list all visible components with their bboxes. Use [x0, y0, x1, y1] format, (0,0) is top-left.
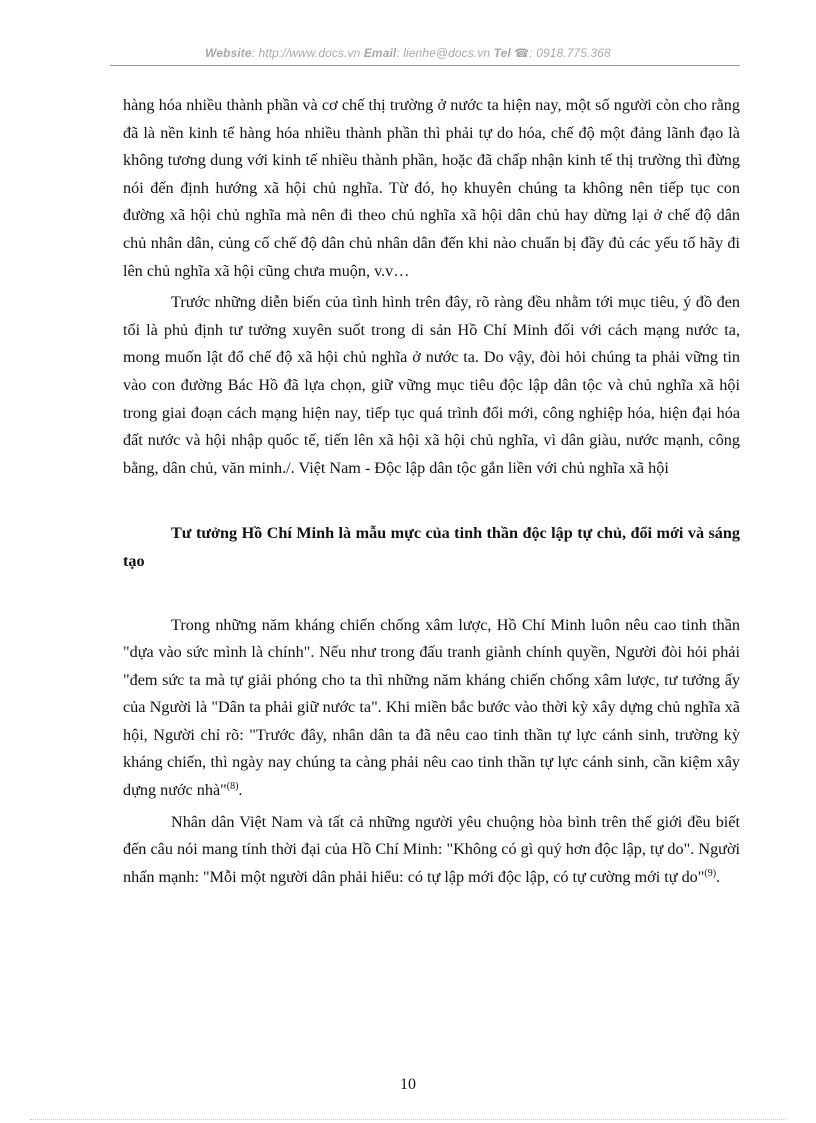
paragraph-4-end: .	[716, 867, 721, 886]
website-label: Website	[205, 46, 252, 60]
header-divider	[110, 65, 740, 66]
document-body	[123, 92, 740, 891]
page-header	[0, 46, 816, 60]
paragraph-3	[123, 612, 740, 805]
page-number: 10	[400, 1076, 416, 1093]
telephone-icon: ☎	[514, 46, 530, 60]
tel-label: Tel	[493, 46, 511, 60]
tel-value: : 0918.775.368	[529, 46, 611, 60]
paragraph-1: hàng hóa nhiều thành phần và cơ chế thị trường ở nước ta hiện nay, một số người còn cho rằng đã là nền kinh tế hàng hóa nhiều thành phần thì phải tự do hóa, chế độ một đảng lãnh đạo là không tương dung với kinh tế nhiều thành phần, hoặc đã chấp nhận kinh tế thị trường thì đừng nói đến định hướng xã hội chủ nghĩa. Từ đó, họ khuyên chúng ta không nên tiếp tục con đường xã hội chủ nghĩa mà nên đi theo chủ nghĩa xã hội dân chủ hay dừng lại ở chế độ dân chủ nhân dân, củng cố chế độ dân chủ nhân dân đến khi nào chuẩn bị đầy đủ các yếu tố hãy đi lên chủ nghĩa xã hội cũng chưa muộn, v.v…	[123, 96, 740, 280]
footnote-ref-8: (8)	[226, 781, 239, 793]
paragraph-2: Trước những diễn biến của tình hình trên đây, rõ ràng đều nhằm tới mục tiêu, ý đồ đen tối là phủ định tư tưởng xuyên suốt trong di sản Hồ Chí Minh đối với cách mạng nước ta, mong muốn lật đổ chế độ xã hội chủ nghĩa ở nước ta. Do vậy, đòi hỏi chúng ta phải vững tin vào con đường Bác Hồ đã lựa chọn, giữ vững mục tiêu độc lập dân tộc và chủ nghĩa xã hội trong giai đoạn cách mạng hiện nay, tiếp tục quá trình đổi mới, công nghiệp hóa, hiện đại hóa đất nước và hội nhập quốc tế, tiến lên xã hội xã hội chủ nghĩa, vì dân giàu, nước mạnh, công bằng, dân chủ, văn minh./. Việt Nam - Độc lập dân tộc gắn liền với chủ nghĩa xã hội	[123, 293, 740, 477]
email-label: Email	[363, 46, 397, 60]
website-value: : http://www.docs.vn	[251, 46, 361, 60]
email-value: : lienhe@docs.vn	[396, 46, 491, 60]
paragraph-4	[123, 809, 740, 892]
paragraph-3-text: Trong những năm kháng chiến chống xâm lược, Hồ Chí Minh luôn nêu cao tinh thần "dựa vào sức mình là chính". Nếu như trong đấu tranh giành chính quyền, Người đòi hỏi phải "đem sức ta mà tự giải phóng cho ta thì những năm kháng chiến chống xâm lược, tư tưởng ấy của Người là "Dân ta phải giữ nước ta". Khi miền bắc bước vào thời kỳ xây dựng chủ nghĩa xã hội, Người chỉ rõ: "Trước đây, nhân dân ta đã nêu cao tinh thần tự lực cánh sinh, trường kỳ kháng chiến, thì ngày nay chúng ta càng phải nêu cao tinh thần tự lực cánh sinh, cần kiệm xây dựng nước nhà"	[123, 615, 740, 800]
paragraph-3-end: .	[238, 781, 243, 800]
section-heading: Tư tưởng Hồ Chí Minh là mẫu mực của tinh thần độc lập tự chủ, đổi mới và sáng tạo	[123, 524, 740, 570]
paragraph-4-text: Nhân dân Việt Nam và tất cả những người yêu chuộng hòa bình trên thế giới đều biết đến câu nói mang tính thời đại của Hồ Chí Minh: "Không có gì quý hơn độc lập, tự do". Người nhấn mạnh: "Mỗi một người dân phải hiểu: có tự lập mới độc lập, có tự cường mới tự do"	[123, 812, 740, 886]
footnote-ref-9: (9)	[704, 867, 717, 879]
footer-divider	[30, 1119, 786, 1120]
